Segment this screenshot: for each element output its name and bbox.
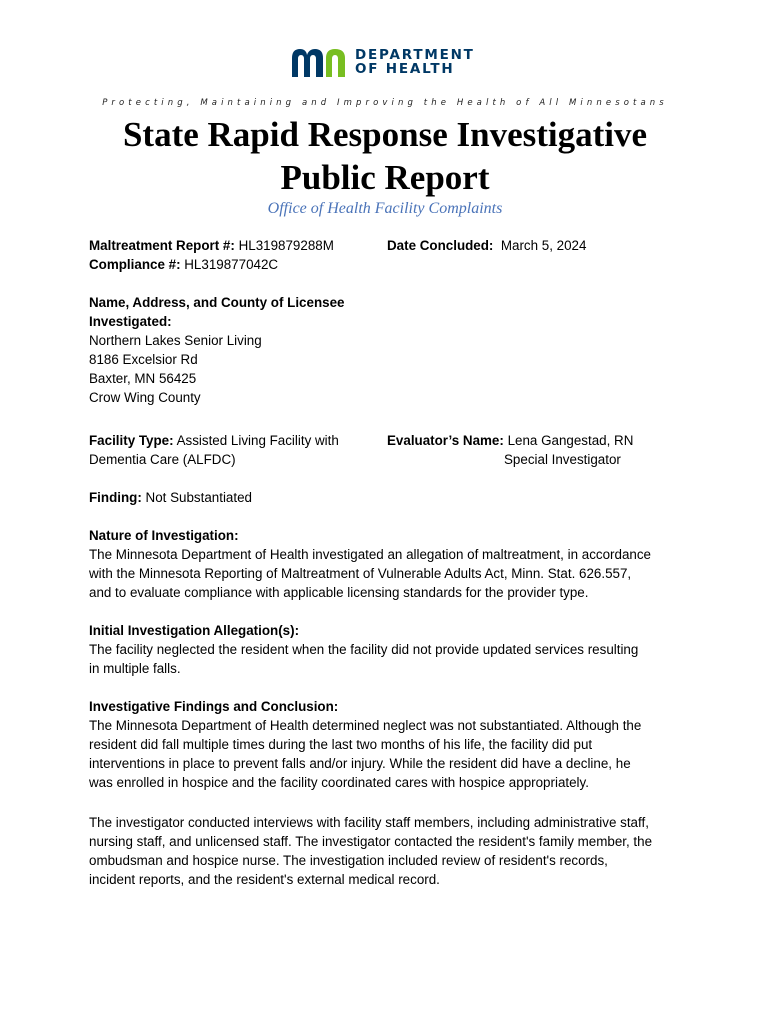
report-ids <box>89 236 334 274</box>
mdh-logo <box>290 46 490 80</box>
evaluator-label: Evaluator’s Name: <box>387 433 504 448</box>
licensee-label-1: Name, Address, and County of Licensee <box>89 295 345 310</box>
facility-type-value-2: Dementia Care (ALFDC) <box>89 452 236 467</box>
date-label: Date Concluded: <box>387 238 494 253</box>
finding-value: Not Substantiated <box>145 490 252 505</box>
evaluator-title: Special Investigator <box>504 452 621 467</box>
investigation-line: The investigator conducted interviews with facility staff members, including administrative staff, <box>89 815 649 830</box>
findings-heading: Investigative Findings and Conclusion: <box>89 699 339 714</box>
compliance-label: Compliance #: <box>89 257 181 272</box>
compliance-line <box>89 255 334 274</box>
date-concluded <box>387 236 586 255</box>
finding-label: Finding: <box>89 490 142 505</box>
investigation-line: ombudsman and hospice nurse. The investigation included review of resident's records, <box>89 853 608 868</box>
investigation-line: incident reports, and the resident's external medical record. <box>89 872 440 887</box>
findings-section <box>89 697 641 792</box>
nature-line: with the Minnesota Reporting of Maltreatment of Vulnerable Adults Act, Minn. Stat. 626.557, <box>89 566 632 581</box>
page-title <box>0 113 770 199</box>
evaluator-name: Lena Gangestad, RN <box>507 433 634 448</box>
findings-line: interventions in place to prevent falls and/or injury. While the resident did have a decline, he <box>89 756 631 771</box>
evaluator <box>387 431 633 469</box>
allegation-heading: Initial Investigation Allegation(s): <box>89 623 300 638</box>
logo-line-2: OF HEALTH <box>355 61 455 77</box>
findings-line: The Minnesota Department of Health determined neglect was not substantiated. Although the <box>89 718 642 733</box>
licensee-city: Baxter, MN 56425 <box>89 371 197 386</box>
licensee-name: Northern Lakes Senior Living <box>89 333 262 348</box>
facility-type <box>89 431 339 469</box>
licensee-label-2: Investigated: <box>89 314 172 329</box>
investigation-line: nursing staff, and unlicensed staff. The investigator contacted the resident's family member, the <box>89 834 653 849</box>
mn-logo-icon <box>290 46 352 78</box>
investigation-paragraph <box>89 813 652 889</box>
licensee-block <box>89 293 344 407</box>
compliance-value: HL319877042C <box>184 257 279 272</box>
allegation-section <box>89 621 638 678</box>
facility-type-label: Facility Type: <box>89 433 174 448</box>
licensee-county: Crow Wing County <box>89 390 201 405</box>
logo-line-1: DEPARTMENT <box>355 47 475 63</box>
allegation-line: in multiple falls. <box>89 661 181 676</box>
maltreatment-value: HL319879288M <box>238 238 334 253</box>
findings-line: resident did fall multiple times during the last two months of his life, the facility did put <box>89 737 593 752</box>
maltreatment-line <box>89 236 334 255</box>
title-line-2: Public Report <box>280 158 490 197</box>
nature-line: and to evaluate compliance with applicable licensing standards for the provider type. <box>89 585 589 600</box>
nature-heading: Nature of Investigation: <box>89 528 239 543</box>
facility-type-value-1: Assisted Living Facility with <box>176 433 339 448</box>
logo-wordmark <box>355 48 475 76</box>
licensee-street: 8186 Excelsior Rd <box>89 352 198 367</box>
title-line-1: State Rapid Response Investigative <box>122 115 648 154</box>
nature-section <box>89 526 651 602</box>
nature-line: The Minnesota Department of Health investigated an allegation of maltreatment, in accordance <box>89 547 651 562</box>
facility-type-line-1 <box>89 431 339 450</box>
allegation-line: The facility neglected the resident when the facility did not provide updated services resulting <box>89 642 639 657</box>
evaluator-line <box>387 431 633 450</box>
finding <box>89 488 252 507</box>
tagline: Protecting, Maintaining and Improving the Health of All Minnesotans <box>102 98 668 108</box>
page-subtitle: Office of Health Facility Complaints <box>267 200 503 217</box>
date-value: March 5, 2024 <box>500 238 587 253</box>
maltreatment-label: Maltreatment Report #: <box>89 238 235 253</box>
findings-line: was enrolled in hospice and the facility coordinated cares with hospice appropriately. <box>89 775 589 790</box>
